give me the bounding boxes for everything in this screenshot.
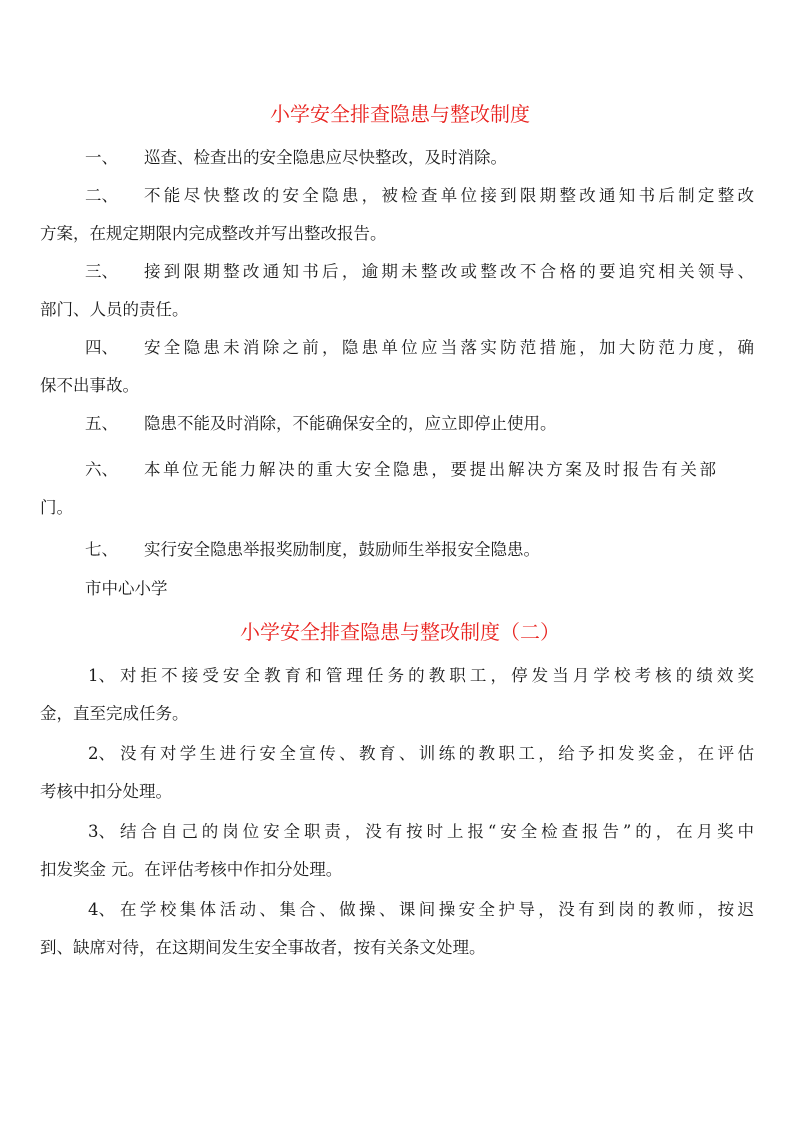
doc1-item-7-number: 七、 [85, 540, 118, 559]
doc1-item-2-line-1: 不能尽快整改的安全隐患，被检查单位接到限期整改通知书后制定整改 [144, 186, 754, 205]
doc2-title: 小学安全排查隐患与整改制度（二） [240, 620, 560, 644]
doc2-item-3-line-1: 结合自己的岗位安全职责，没有按时上报“安全检查报告”的，在月奖中 [120, 822, 754, 841]
doc2-item-3-number: 3、 [88, 822, 115, 841]
doc2-item-4-line-2: 到、缺席对待，在这期间发生安全事故者，按有关条文处理。 [40, 938, 486, 957]
doc2-item-2-line-1: 没有对学生进行安全宣传、教育、训练的教职工，给予扣发奖金，在评估 [120, 744, 754, 763]
doc1-item-4-line-2: 保不出事故。 [40, 376, 139, 395]
doc2-item-4-number: 4、 [88, 900, 115, 919]
doc2-item-2-line-2: 考核中扣分处理。 [40, 782, 172, 801]
doc2-item-3-line-2: 扣发奖金 元。在评估考核中作扣分处理。 [40, 860, 343, 879]
doc1-item-2-number: 二、 [85, 186, 118, 205]
doc1-item-2-line-2: 方案，在规定期限内完成整改并写出整改报告。 [40, 224, 387, 243]
doc1-item-1-number: 一、 [85, 148, 118, 167]
doc2-item-2-number: 2、 [88, 744, 115, 763]
doc1-item-4-number: 四、 [85, 338, 118, 357]
doc2-item-1-line-1: 对拒不接受安全教育和管理任务的教职工，停发当月学校考核的绩效奖 [120, 666, 754, 685]
doc1-item-5-number: 五、 [85, 414, 118, 433]
doc1-item-7-line-1: 实行安全隐患举报奖励制度，鼓励师生举报安全隐患。 [144, 540, 540, 559]
doc1-item-3-line-1: 接到限期整改通知书后，逾期未整改或整改不合格的要追究相关领导、 [144, 262, 754, 281]
doc1-item-5-line-1: 隐患不能及时消除，不能确保安全的，应立即停止使用。 [144, 414, 557, 433]
doc1-item-4-line-1: 安全隐患未消除之前，隐患单位应当落实防范措施，加大防范力度，确 [144, 338, 754, 357]
doc1-item-6-line-2: 门。 [40, 498, 73, 517]
doc1-item-3-line-2: 部门、人员的责任。 [40, 300, 189, 319]
doc1-title: 小学安全排查隐患与整改制度 [270, 102, 530, 126]
doc2-item-4-line-1: 在学校集体活动、集合、做操、课间操安全护导，没有到岗的教师，按迟 [120, 900, 754, 919]
doc1-item-3-number: 三、 [85, 262, 118, 281]
doc1-item-1-line-1: 巡查、检查出的安全隐患应尽快整改，及时消除。 [144, 148, 507, 167]
doc2-item-1-number: 1、 [88, 666, 115, 685]
doc1-item-6-number: 六、 [85, 460, 118, 479]
doc1-signature: 市中心小学 [85, 579, 168, 598]
doc1-item-6-line-1: 本单位无能力解决的重大安全隐患，要提出解决方案及时报告有关部 [144, 460, 716, 479]
doc2-item-1-line-2: 金，直至完成任务。 [40, 704, 189, 723]
